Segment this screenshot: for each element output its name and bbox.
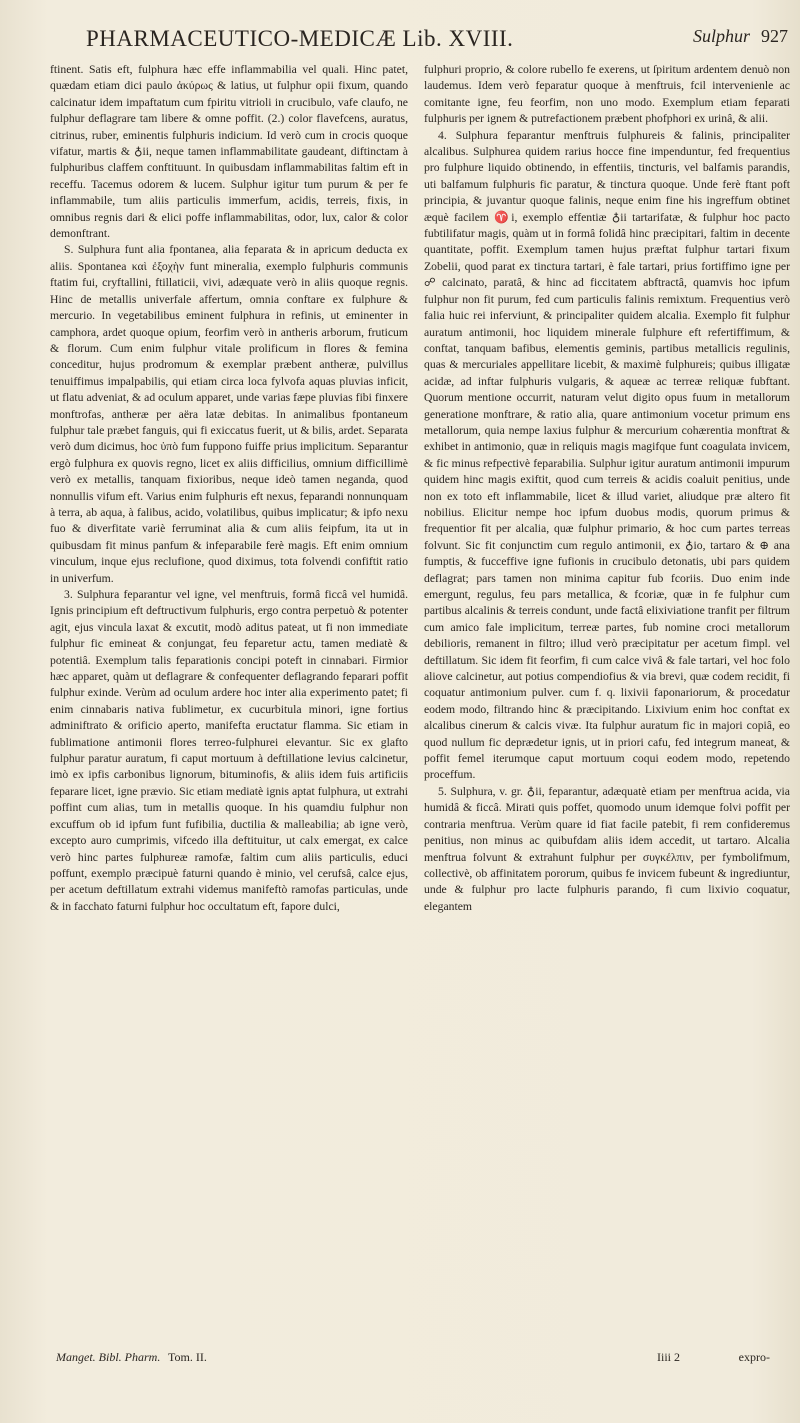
- paragraph: S. Sulphura funt alia fpontanea, alia feparata & in apricum deducta ex aliis. Spontanea καὶ ἐξοχὴν funt mineralia, exemplo fulphuris communis ftatim fui, cryftallini, ftillaticii, vivi, adæquate verò in aliis quoque regnis. Hinc de metallis univerfale affertum, omnia conftare ex fulphure & mercurio. In vegetabilibus eminent fulphura in refinis, ut eminenter in camphora, ardet quoque opium, feorfim verò in antheris arborum, fruticum & florum. Cum enim fulphur vitale prolificum in flores & femina conceditur, hujus prodromum & exemplar præbent antheræ, pulvillus tenuiffimus impalpabilis, qui etiam circa loca fylvofa aquas pluvias inficit, ut flatu adveniat, & ad oculum apparet, unde varias fæpe pluvias fibi finxere monftrofas, antheræ per aëra latæ debitas. In animalibus fpontaneum fulphur tale præbet fanguis, qui fi exiccatus fuerit, ut & bilis, ardet. Separata verò dum dicimus, hoc ὑπὸ fum fuppono fuiffe prius implicitum. Separantur ergò fulphura ex quovis regno, licet ex aliis difficilius, omnium difficillimè verò ex metallis, tanquam fixioribus, neque ideò tamen neganda, quod nonnullis vifum eft. Varius enim fulphuris eft nexus, feparandi nonnunquam à terra, ab aqua, à falibus, acido, volatilibus, quibus implicatur; & ipfo nexu fuo & diverfitate variè ferruminat alia & cum aliis feipfum, ita ut in quibusdam fit minus panfum & infeparabile ferè magis. Eft enim omnium vinculum, inque ejus reclufione, quod diximus, tota folvendi confiftit ratio in univerfum.: [50, 243, 408, 585]
- tome-label: Tom. II.: [168, 1350, 207, 1364]
- page-number: 927: [761, 26, 788, 46]
- paragraph: fulphuri proprio, & colore rubello fe exerens, ut ſpiritum ardentem denuò non laudemus. Idem verò feparatur quoque à menftruis, fcil intervenienle ac comitante igne, feu feorfim, non uno modo. Exemplum etiam feparati fulphuris per ignem & putrefactionem præbent phofphori ex urinâ, & alii.: [424, 63, 790, 126]
- paragraph: 4. Sulphura feparantur menftruis fulphureis & falinis, principaliter alcalibus. Sulphurea quidem rarius hocce fine impenduntur, fed frequentius pro fulphure liquido obtinendo, in effentiis, tincturis, vel balfamis parandis, uti balfamum fulphuris fic paratur, & tinctura quoque. Unde ferè ftant poft principia, & juvantur quoque falinis, neque enim fine his ingreffum obtinet æquè facilem ♈i, exemplo effentiæ ♁ii tartarifatæ, & fulphur hoc pacto fubtilifatur magis, quàm ut in formâ folidâ hinc præcipitari, faltim in decente quantitate, poffit. Exemplum tamen hujus præftat fulphur tartari fixum Zobelii, quod parat ex tinctura tartari, è fale tartari, prius fortiffimo igne per ☍ calcinato, paratâ, & hinc ad ficcitatem abftractâ, quamvis hoc ipfum fulphur non fit purum, fed cum particulis falinis remixtum. Frequentius verò falia huic rei inferviunt, & principaliter quidem alcalia. Exemplo fit fulphur auratum antimonii, hoc liquidem minerale fulphure eft refertiffimum, & conftat, tanquam bafibus, elementis geminis, partibus metallicis regulinis, quas & mercuriales appellitare licebit, & maximè fulphureis; quibus illigatæ acidæ, ad inftar fulphuris vulgaris, & aqueæ ac terreæ reliquæ fubftant. Quorum mentione occurrit, naturam velut digito opus fuum in metallorum generatione monftrare, & ratio alia, quare antimonium vocetur primum ens metallorum, quia nempe laxius fulphur & mercurium cohærentia monftrat & exhibet in antimonio, quæ in reliquis magis magifque funt coagulata invicem, & fic minus refpectivè feparabilia. Sulphur igitur auratum antimonii impurum quidem hinc magis exiftit, quod cum terreis & acidis coaluit penitius, unde non ex toto eft inflammabile, licet & illud variet, aliudque præ altero fit nobilius. Elicitur nempe hoc ipfum duobus modis, quorum primus & frequentior fit per alcalia, quæ fulphur primario, & hoc cum partes terreas folvunt. Sic fit conjunctim cum regulo antimonii, ex ♁io, tartaro & ⊕ ana fumptis, & fucceffive igne fufionis in crucibulo detonatis, ubi pars quidem deflagrat; pars tamen non minima capitur fub fcoriis. Duo enim inde emergunt, regulus, feu pars metallica, & fcoriæ, quæ in fe fulphur cum partibus alcalinis & terreis condunt, unde factâ elixiviatione tranfit per filtrum cum amico fale implicitum, terreæ partes, fub nomine croci metallorum debilioris, remanent in filtro; illud verò præcipitatur per acetum fimpl. vel deftillatum. Sic idem fit feorfim, fi cum calce vivâ & fale tartari, vel hoc folo aliove calcinetur, aut potius compendiofius & via brevi, quæ codem recidit, fi coquatur antimonium pulver. cum f. q. lixivii faponariorum, & procedatur eodem modo, filtrando hinc & præcipitando. Lixivium enim hoc conftat ex alcalibus cinerum & calcis vivæ. Ita fulphur auratum fic in majori copiâ, eo quod nullum fic deprædetur ignis, ut in priori cafu, fed integrum maneat, & poffit femel iterumque caput mortuum coqui eodem modo, repetendo proceffum.: [424, 128, 790, 782]
- right-column: [424, 62, 790, 915]
- catchword: expro-: [738, 1350, 770, 1364]
- running-right-title: Sulphur: [692, 26, 750, 46]
- page-footer: [50, 1350, 770, 1370]
- page-header: [48, 22, 788, 56]
- left-column: [50, 62, 408, 915]
- paragraph: 3. Sulphura feparantur vel igne, vel menftruis, formâ ficcâ vel humidâ. Ignis principium eft deftructivum fulphuris, ergo contra perpetuò & potenter agit, ejus vincula laxat & excutit, modò aditus pateat, ut fi non immediate fulphur fic emineat & conjungat, feu feparetur actu, tamen mediatè & potentiâ. Exemplum talis feparationis concipi poteft in cinnabari. Firmior hæc apparet, quàm ut deflagrare & confequenter deflagrando feparari poffit fulphur exinde. Verùm ad oculum ardere hoc inter alia experimento patet; fi enim cinnabaris nativa fublimetur, ex cucurbitula minori, igne fortius adminiftrato & orificio aperto, manifefta eructatur flamma. Sic etiam in fublimatione antimonii flores terreo-fulphurei elevantur. Sic ex glafto fulphur paratur auratum, fi caput mortuum à deftillatione levius calcinetur, imò ex ipfis carbonibus lignorum, bituminofis, & aliis idem fuis artificiis feparare licet, igne prævio. Sic etiam mediatè ignis aptat fulphura, ut extrahi poffint cum alias, tum in metallis quoque. In his quamdiu fulphur non excuffum ob id ipfum funt fufibilia, ductilia & malleabilia; ab igne verò, excepto auro cumprimis, vifcedo illa deftituitur, ut calx emergat, ex calce verò hinc partes fulphureæ ramofæ, faltim cum aliis particulis, educi poffunt, exemplo præcipuè faturni quando è minio, vel cerufsâ, calce ejus, per acetum deftillatum extrahi videmus manifeftò ramofas particulas, unde & in facchato faturni fulphur hoc occultatum eft, fapore dulci,: [50, 588, 408, 913]
- footer-signature: Manget. Bibl. Pharm.: [56, 1350, 161, 1364]
- paragraph: 5. Sulphura, v. gr. ♁ii, feparantur, adæquatè etiam per menftrua acida, via humidâ & ficcâ. Mirati quis poffet, quomodo unum idemque folvi poffit per contraria menftrua. Verùm quare id fiat facile patebit, fi rem confideremus penitius, non minus ac quibufdam aliis idem accedit, ut tartaro. Alcalia menftrua folvunt & extrahunt fulphur per συγκέλπιν, per fymbolifmum, collectivè, ob affinitatem pororum, quibus fe invicem fubeunt & ingrediuntur, unde & fulphur pro lacte fulphuris parando, fi cum lixivio coquatur, elegantem: [424, 784, 790, 913]
- signature-mark: Iiii 2: [657, 1350, 680, 1364]
- paragraph: ftinent. Satis eft, fulphura hæc effe inflammabilia vel quali. Hinc patet, quædam etiam dici paulo ἀκύρως & latius, ut fulphur opii fixum, quando calcinatur idem impaftatum cum fpiritu vitrioli in crucibulo, vafe claufo, ne fulphur deflagrare tam libere & omne poffit. (2.) color flavefcens, auratus, citrinus, ruber, eminentis fulphuris indicium. Id verò cum in crocis quoque vifatur, martis & ♁ii, neque tamen inflammabilitate gaudeant, diftinctam à fulphuribus claffem conftituunt. In quibusdam inflammabilitas faltim eft in receffu. Tacemus odorem & lucem. Sulphur igitur tum purum & per fe inflammabile, tum aliis particulis immerfum, acidis, terreis, fixis, in omnibus regnis dari & elici poffe inflammabilitas, odor, lux, calor & color demonftrant.: [50, 63, 408, 241]
- running-title: PHARMACEUTICO-MEDICÆ Lib. XVIII.: [86, 26, 514, 51]
